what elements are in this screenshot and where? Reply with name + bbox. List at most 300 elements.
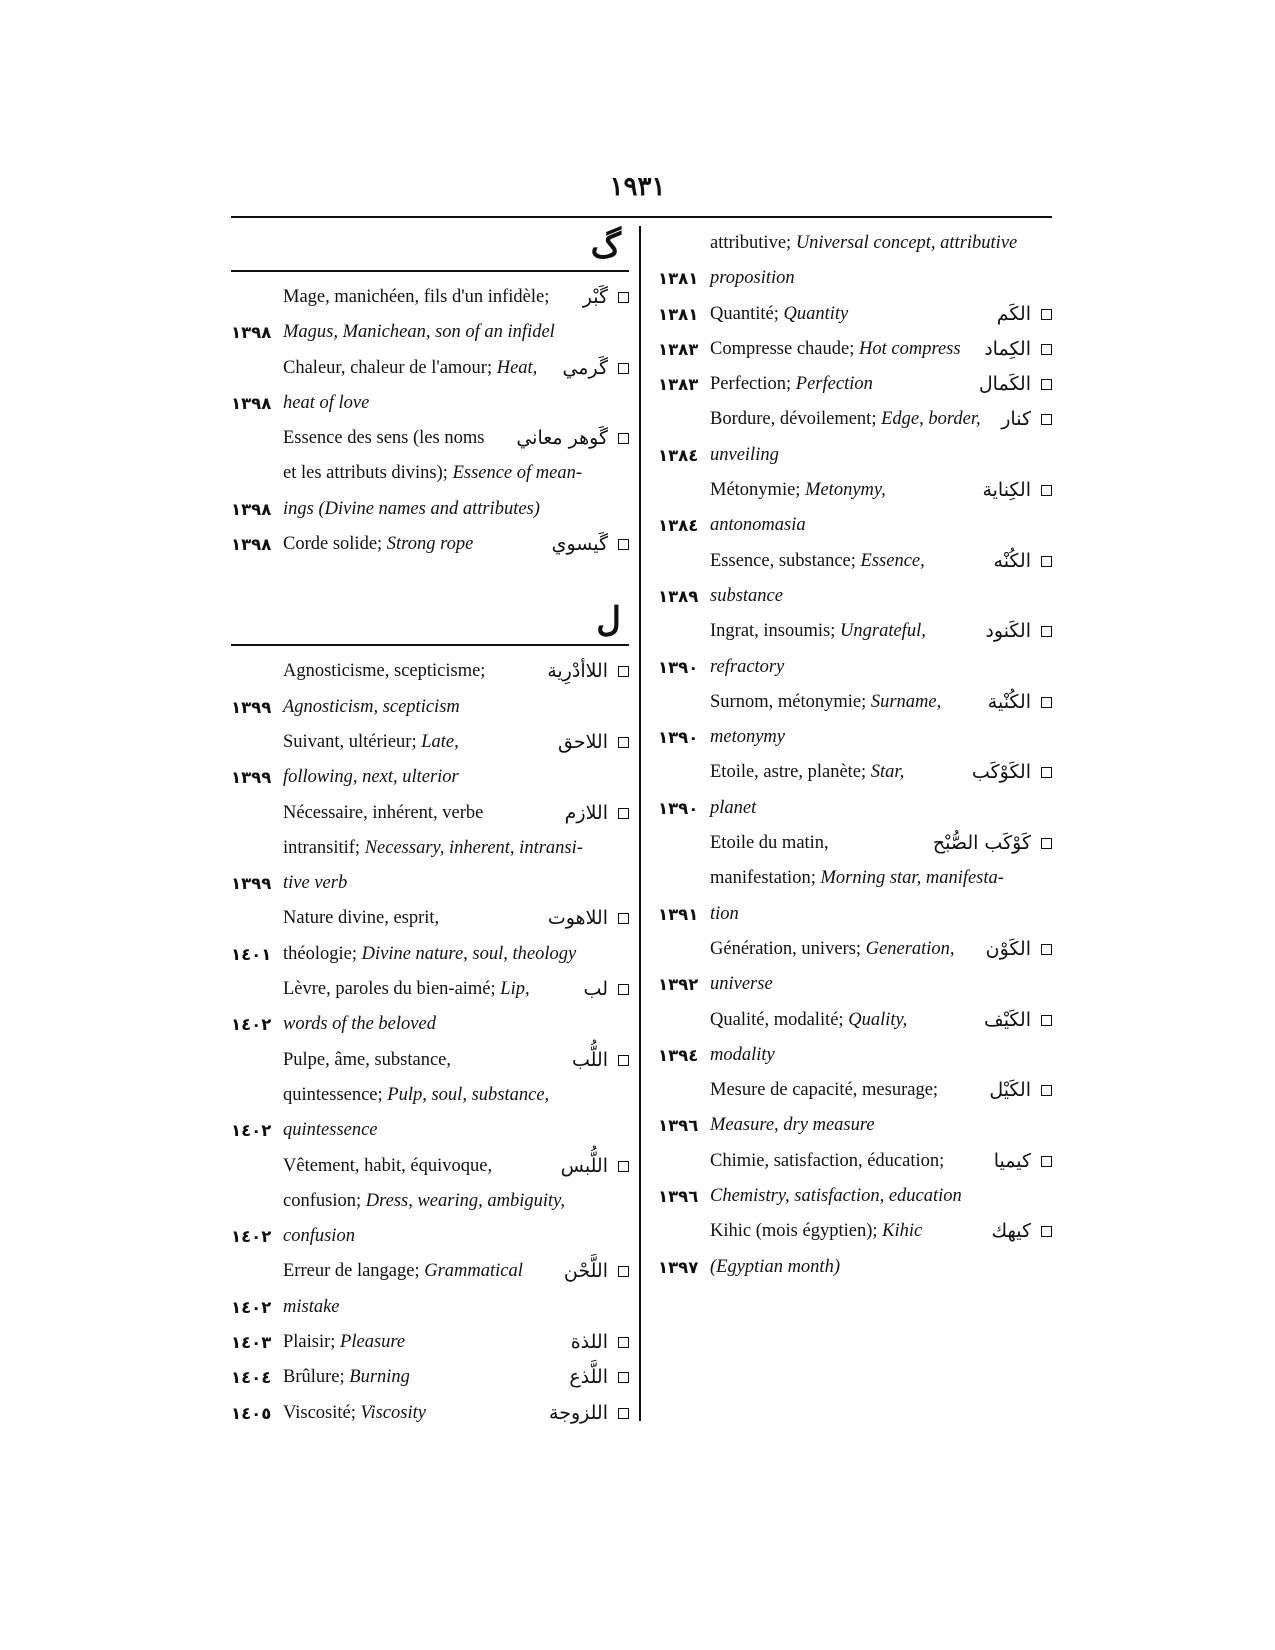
entry-text (283, 1149, 492, 1184)
french-definition: Kihic (mois égyptien); (710, 1221, 878, 1242)
section-rule (231, 270, 629, 272)
french-definition: Essence, substance; (710, 550, 856, 571)
arabic-term: اللازم (564, 801, 608, 824)
arabic-headword (571, 1325, 629, 1360)
arabic-term: اللُّب (571, 1048, 608, 1071)
arabic-headword (994, 544, 1052, 579)
english-definition: Metonymy, (805, 480, 886, 501)
page-reference: ١٤٠١ (231, 944, 272, 964)
arabic-term: اللاأدْرِية (547, 660, 608, 683)
entry-text (710, 402, 981, 437)
arabic-headword (569, 1360, 629, 1395)
entry-text (283, 1078, 549, 1113)
arabic-term: اللاحق (558, 730, 608, 753)
entry-text (283, 1325, 405, 1360)
entry-line (231, 1149, 629, 1184)
english-definition: Edge, border, (881, 409, 981, 430)
page-reference: ١٣٩٠ (658, 798, 699, 818)
page-reference: ١٣٩٨ (231, 499, 272, 519)
french-definition: Nature divine, esprit, (283, 908, 440, 929)
english-definition: Surname, (870, 691, 942, 712)
french-definition: théologie; (283, 943, 357, 964)
french-definition: Etoile, astre, planète; (710, 762, 867, 783)
page-reference: ١٣٩٠ (658, 657, 699, 677)
arabic-headword (572, 1043, 629, 1078)
english-definition: Essence of mean- (452, 463, 583, 484)
entry-text (283, 492, 540, 527)
entry-bullet-icon (1041, 1015, 1052, 1026)
dictionary-entry (658, 297, 1052, 332)
entry-bullet-icon (618, 1055, 629, 1066)
dictionary-entry (658, 402, 1052, 473)
arabic-headword (986, 932, 1052, 967)
entry-line (231, 1254, 629, 1289)
page-reference: ١٣٩٦ (658, 1187, 699, 1207)
page-reference: ١٤٠٢ (231, 1121, 272, 1141)
entry-line (658, 402, 1052, 437)
arabic-headword (985, 614, 1052, 649)
english-definition: confusion (283, 1226, 355, 1247)
english-definition: Heat, (496, 357, 538, 378)
dictionary-entry (231, 1149, 629, 1255)
english-definition: substance (710, 585, 783, 606)
french-definition: Viscosité; (283, 1402, 356, 1423)
french-definition: Métonymie; (710, 480, 801, 501)
entry-bullet-icon (618, 666, 629, 677)
entry-line (658, 1003, 1052, 1038)
entry-line (231, 972, 629, 1007)
page-reference: ١٣٨٣ (658, 339, 699, 359)
french-definition: Etoile du matin, (710, 833, 829, 854)
arabic-headword (982, 473, 1052, 508)
entry-text (710, 897, 739, 932)
arabic-headword (984, 332, 1052, 367)
entry-bullet-icon (618, 433, 629, 444)
entry-line (231, 1078, 629, 1113)
entry-text (283, 1113, 378, 1148)
entry-line (658, 897, 1052, 932)
entry-text (710, 614, 926, 649)
arabic-headword (583, 280, 629, 315)
entry-text (710, 1073, 938, 1108)
english-definition: Burning (349, 1367, 410, 1388)
page-number: ١٩٣١ (609, 172, 666, 201)
entry-line (658, 473, 1052, 508)
entry-line (231, 527, 629, 562)
french-definition: manifestation; (710, 868, 816, 889)
entry-bullet-icon (1041, 309, 1052, 320)
entry-bullet-icon (618, 913, 629, 924)
dictionary-entry (231, 1396, 629, 1431)
english-definition: antonomasia (710, 515, 806, 536)
page-reference: ١٣٩٩ (231, 874, 272, 894)
entry-bullet-icon (618, 363, 629, 374)
arabic-term: الكَنود (985, 620, 1031, 643)
entry-line (231, 1043, 629, 1078)
entry-text (283, 1290, 340, 1325)
entry-line (231, 654, 629, 689)
entry-text (283, 901, 439, 936)
english-definition: Hot compress (859, 338, 961, 359)
entry-text (710, 367, 873, 402)
entry-line (658, 1179, 1052, 1214)
page-reference: ١٣٨١ (658, 269, 699, 289)
dictionary-entry (658, 226, 1052, 297)
english-definition: Agnosticism, scepticism (283, 696, 460, 717)
entry-text (283, 796, 483, 831)
arabic-headword (933, 826, 1052, 861)
english-definition: Generation, (865, 938, 955, 959)
arabic-headword (997, 297, 1052, 332)
section-letter: گ (590, 228, 621, 265)
entry-line (231, 351, 629, 386)
arabic-term: اللَّحْن (563, 1260, 608, 1283)
entry-line (231, 386, 629, 421)
entry-text (710, 791, 756, 826)
entry-text (710, 1003, 907, 1038)
page-reference: ١٣٩١ (658, 904, 699, 924)
french-definition: Nécessaire, inhérent, verbe (283, 802, 484, 823)
entry-bullet-icon (618, 808, 629, 819)
entry-text (283, 527, 473, 562)
arabic-term: كيهك (991, 1220, 1031, 1243)
entry-line (658, 226, 1052, 261)
entry-line (658, 685, 1052, 720)
entry-line (658, 297, 1052, 332)
dictionary-entry (231, 1325, 629, 1360)
entry-line (658, 1144, 1052, 1179)
english-definition: Lip, (500, 979, 530, 1000)
dictionary-entry (658, 544, 1052, 615)
arabic-term: الكُنْه (993, 549, 1031, 572)
arabic-headword (547, 654, 629, 689)
entry-line (658, 1108, 1052, 1143)
arabic-headword (979, 367, 1052, 402)
entry-text (710, 1179, 962, 1214)
arabic-term: اللذة (570, 1331, 608, 1354)
arabic-term: الكِماد (984, 337, 1031, 360)
entry-text (283, 831, 583, 866)
french-definition: Suivant, ultérieur; (283, 731, 417, 752)
dictionary-entry (658, 1214, 1052, 1285)
dictionary-entry (658, 332, 1052, 367)
entry-text (283, 654, 485, 689)
dictionary-entry (231, 796, 629, 902)
entry-text (710, 544, 925, 579)
arabic-term: كنار (1001, 408, 1031, 431)
entry-text (710, 1214, 922, 1249)
entry-line (231, 492, 629, 527)
entry-text (283, 760, 459, 795)
section-rule (231, 644, 629, 646)
french-definition: confusion; (283, 1190, 362, 1211)
entry-bullet-icon (618, 1408, 629, 1419)
entry-line (231, 280, 629, 315)
french-definition: Surnom, métonymie; (710, 691, 867, 712)
english-definition: following, next, ulterior (283, 767, 459, 788)
page-reference: ١٤٠٢ (231, 1297, 272, 1317)
arabic-term: الكَوْكَب (971, 761, 1031, 784)
entry-text (283, 690, 460, 725)
english-definition: Necessary, inherent, intransi- (364, 837, 583, 858)
column-divider (639, 226, 641, 1421)
french-definition: Corde solide; (283, 534, 383, 555)
english-definition: Perfection (795, 374, 873, 395)
entry-bullet-icon (1041, 1156, 1052, 1167)
french-definition: Erreur de langage; (283, 1261, 420, 1282)
french-definition: quintessence; (283, 1084, 383, 1105)
french-definition: intransitif; (283, 837, 361, 858)
page-reference: ١٣٩٨ (231, 535, 272, 555)
english-definition: Star, (870, 762, 905, 783)
page-reference: ١٣٨٩ (658, 586, 699, 606)
entry-line (231, 901, 629, 936)
english-definition: unveiling (710, 444, 779, 465)
entry-text (283, 280, 549, 315)
arabic-term: الكَيْف (984, 1008, 1031, 1031)
english-definition: Quality, (848, 1009, 908, 1030)
entry-line (658, 438, 1052, 473)
page-reference: ١٤٠٥ (231, 1403, 272, 1423)
page-reference: ١٤٠٣ (231, 1333, 272, 1353)
arabic-headword (562, 351, 629, 386)
arabic-term: اللُّبس (560, 1154, 608, 1177)
entry-line (658, 861, 1052, 896)
dictionary-entry (658, 755, 1052, 826)
entry-bullet-icon (618, 1161, 629, 1172)
entry-text (710, 826, 829, 861)
entry-text (283, 866, 347, 901)
entry-bullet-icon (1041, 767, 1052, 778)
entry-text (710, 755, 904, 790)
french-definition: et les attributs divins); (283, 463, 448, 484)
entry-text (710, 720, 785, 755)
english-definition: quintessence (283, 1120, 378, 1141)
arabic-headword (516, 421, 629, 456)
french-definition: Brûlure; (283, 1367, 345, 1388)
page-reference: ١٣٩٩ (231, 697, 272, 717)
entry-bullet-icon (618, 737, 629, 748)
french-definition: Qualité, modalité; (710, 1009, 844, 1030)
section-header (231, 226, 629, 272)
entry-text (710, 861, 1004, 896)
entry-line (658, 332, 1052, 367)
french-definition: Agnosticisme, scepticisme; (283, 661, 486, 682)
entry-line (658, 932, 1052, 967)
english-definition: Pleasure (340, 1332, 406, 1353)
english-definition: refractory (710, 656, 785, 677)
english-definition: Divine nature, soul, theology (361, 943, 577, 964)
dictionary-entry (658, 614, 1052, 685)
english-definition: tive verb (283, 873, 348, 894)
entry-bullet-icon (1041, 944, 1052, 955)
english-definition: Chemistry, satisfaction, education (710, 1186, 962, 1207)
arabic-term: گَيسوي (551, 533, 608, 556)
entry-bullet-icon (618, 292, 629, 303)
english-definition: Quantity (783, 303, 849, 324)
entry-text (710, 473, 886, 508)
entry-text (283, 1254, 523, 1289)
english-definition: Grammatical (424, 1261, 523, 1282)
dictionary-entry (231, 421, 629, 527)
arabic-headword (561, 1149, 629, 1184)
page-reference: ١٣٨٤ (658, 445, 699, 465)
page-reference: ١٤٠٢ (231, 1227, 272, 1247)
french-definition: Chimie, satisfaction, éducation; (710, 1150, 945, 1171)
section-header (231, 600, 629, 646)
english-definition: (Egyptian month) (710, 1256, 840, 1277)
left-column (231, 226, 629, 1431)
entry-line (231, 1113, 629, 1148)
entry-line (658, 614, 1052, 649)
entry-text (283, 421, 484, 456)
arabic-term: الكِناية (982, 479, 1031, 502)
entry-bullet-icon (1041, 1085, 1052, 1096)
entry-text (710, 650, 784, 685)
entry-bullet-icon (1041, 556, 1052, 567)
arabic-headword (584, 972, 629, 1007)
english-definition: Morning star, manifesta- (820, 868, 1004, 889)
entry-bullet-icon (1041, 485, 1052, 496)
entry-text (283, 725, 459, 760)
arabic-headword (549, 1396, 629, 1431)
arabic-term: اللزوجة (549, 1401, 608, 1424)
entry-bullet-icon (1041, 626, 1052, 637)
arabic-headword (565, 796, 629, 831)
arabic-headword (991, 1214, 1052, 1249)
page-reference: ١٣٩٩ (231, 768, 272, 788)
arabic-term: اللَّذع (569, 1366, 608, 1389)
right-column (658, 226, 1052, 1285)
french-definition: Chaleur, chaleur de l'amour; (283, 357, 493, 378)
entry-line (658, 826, 1052, 861)
french-definition: Mesure de capacité, mesurage; (710, 1080, 939, 1101)
entry-line (658, 967, 1052, 1002)
entry-line (231, 1325, 629, 1360)
arabic-headword (558, 725, 629, 760)
page-reference: ١٣٩٠ (658, 728, 699, 748)
french-definition: Génération, univers; (710, 938, 862, 959)
entry-text (283, 315, 555, 350)
dictionary-entry (658, 826, 1052, 932)
dictionary-entry (658, 367, 1052, 402)
entry-text (710, 685, 941, 720)
french-definition: Mage, manichéen, fils d'un infidèle; (283, 287, 550, 307)
entry-line (658, 791, 1052, 826)
page-reference: ١٤٠٤ (231, 1368, 272, 1388)
entry-line (231, 315, 629, 350)
entry-text (283, 1184, 565, 1219)
english-definition: Ungrateful, (840, 621, 926, 642)
section-spacer (231, 562, 629, 600)
entry-line (231, 725, 629, 760)
english-definition: Kihic (882, 1221, 923, 1242)
entry-line (658, 1073, 1052, 1108)
entry-bullet-icon (1041, 414, 1052, 425)
entry-text (710, 1038, 775, 1073)
entry-bullet-icon (618, 1372, 629, 1383)
arabic-term: كَوْكَب الصُّبْح (932, 832, 1031, 855)
dictionary-entry (231, 1043, 629, 1149)
dictionary-entry (231, 1254, 629, 1325)
english-definition: Essence, (860, 550, 925, 571)
entry-text (283, 1007, 436, 1042)
entry-line (658, 1214, 1052, 1249)
entry-bullet-icon (618, 1266, 629, 1277)
entry-bullet-icon (1041, 344, 1052, 355)
entry-line (231, 421, 629, 456)
arabic-headword (972, 755, 1052, 790)
entry-line (231, 831, 629, 866)
english-definition: Dress, wearing, ambiguity, (365, 1190, 565, 1211)
page-reference: ١٣٨١ (658, 304, 699, 324)
entry-text (283, 456, 582, 491)
english-definition: words of the beloved (283, 1014, 436, 1035)
page-reference: ١٣٨٣ (658, 375, 699, 395)
arabic-headword (989, 1073, 1052, 1108)
french-definition: Quantité; (710, 303, 779, 324)
header-rule (231, 216, 1052, 218)
english-definition: Universal concept, attributive (795, 233, 1018, 253)
entry-text (283, 937, 576, 972)
entry-text (710, 932, 955, 967)
entry-line (231, 760, 629, 795)
entry-line (231, 1396, 629, 1431)
dictionary-entry (231, 725, 629, 796)
entry-text (283, 972, 530, 1007)
dictionary-entry (231, 654, 629, 725)
entry-bullet-icon (1041, 697, 1052, 708)
entry-text (283, 386, 369, 421)
arabic-headword (564, 1254, 629, 1289)
english-definition: planet (710, 797, 757, 818)
dictionary-entry (658, 1073, 1052, 1144)
dictionary-entry (231, 972, 629, 1043)
arabic-headword (988, 685, 1052, 720)
entry-line (231, 866, 629, 901)
entry-text (710, 226, 1017, 261)
entry-bullet-icon (618, 984, 629, 995)
arabic-term: الكَيْل (989, 1079, 1031, 1102)
entry-line (231, 690, 629, 725)
page-reference: ١٣٩٤ (658, 1045, 699, 1065)
dictionary-entry (658, 932, 1052, 1003)
dictionary-entry (658, 473, 1052, 544)
arabic-term: گَوهر معاني (516, 427, 608, 450)
entry-text (283, 1360, 410, 1395)
english-definition: mistake (283, 1296, 340, 1317)
arabic-headword (1001, 402, 1052, 437)
entry-text (710, 438, 779, 473)
english-definition: Viscosity (360, 1402, 426, 1423)
entry-line (658, 1250, 1052, 1285)
entry-line (231, 796, 629, 831)
english-definition: Late, (421, 731, 459, 752)
page-reference: ١٣٩٦ (658, 1116, 699, 1136)
entry-text (283, 1396, 426, 1431)
page-reference: ١٣٨٤ (658, 516, 699, 536)
entry-line (658, 261, 1052, 296)
dictionary-entry (658, 1003, 1052, 1074)
arabic-term: الكُنْية (987, 690, 1031, 713)
english-definition: ings (Divine names and attributes) (283, 498, 540, 519)
page-reference: ١٣٩٧ (658, 1257, 699, 1277)
entry-text (710, 297, 848, 332)
entry-line (658, 720, 1052, 755)
entry-text (710, 508, 806, 543)
entry-text (710, 1108, 875, 1143)
entry-line (231, 1007, 629, 1042)
